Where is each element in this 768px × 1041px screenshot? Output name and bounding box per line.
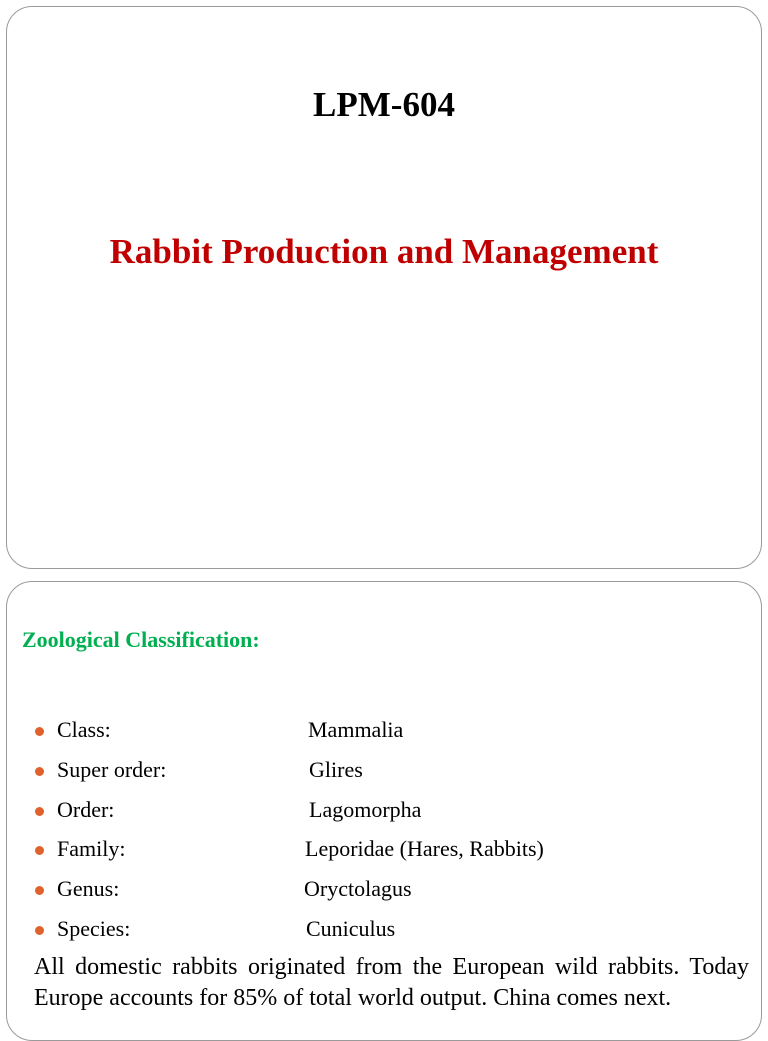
origin-paragraph: All domestic rabbits originated from the European wild rabbits. Today Europe accounts for 85% of total world output. China comes next. [34, 954, 749, 1011]
taxon-value: Lagomorpha [309, 796, 422, 822]
rank-label: Species: [57, 915, 131, 941]
list-item-class [7, 715, 761, 755]
bullet-icon [35, 807, 44, 816]
bullet-icon [35, 727, 44, 736]
taxon-value: Mammalia [308, 717, 404, 742]
classification-list [7, 715, 761, 954]
rank-label: Super order: [57, 756, 167, 782]
title-slide [6, 6, 762, 569]
classification-slide [6, 581, 762, 1041]
list-item-super-order [7, 755, 761, 795]
taxon-value: Cuniculus [306, 915, 396, 941]
course-code: LPM-604 [313, 85, 455, 124]
list-item-species [7, 914, 761, 954]
list-item-order [7, 795, 761, 835]
taxon-value: Leporidae (Hares, Rabbits) [305, 836, 544, 862]
list-item-genus [7, 874, 761, 914]
taxon-value: Oryctolagus [304, 876, 412, 902]
rank-label: Class: [57, 717, 111, 742]
taxon-value: Glires [309, 756, 363, 782]
section-heading: Zoological Classification: [22, 627, 260, 652]
course-title: Rabbit Production and Management [109, 232, 659, 271]
bullet-icon [35, 767, 44, 776]
bullet-icon [35, 886, 44, 895]
rank-label: Genus: [57, 876, 120, 902]
rank-label: Family: [57, 836, 126, 862]
bullet-icon [35, 926, 44, 935]
list-item-family [7, 834, 761, 874]
bullet-icon [35, 846, 44, 855]
rank-label: Order: [57, 796, 115, 822]
